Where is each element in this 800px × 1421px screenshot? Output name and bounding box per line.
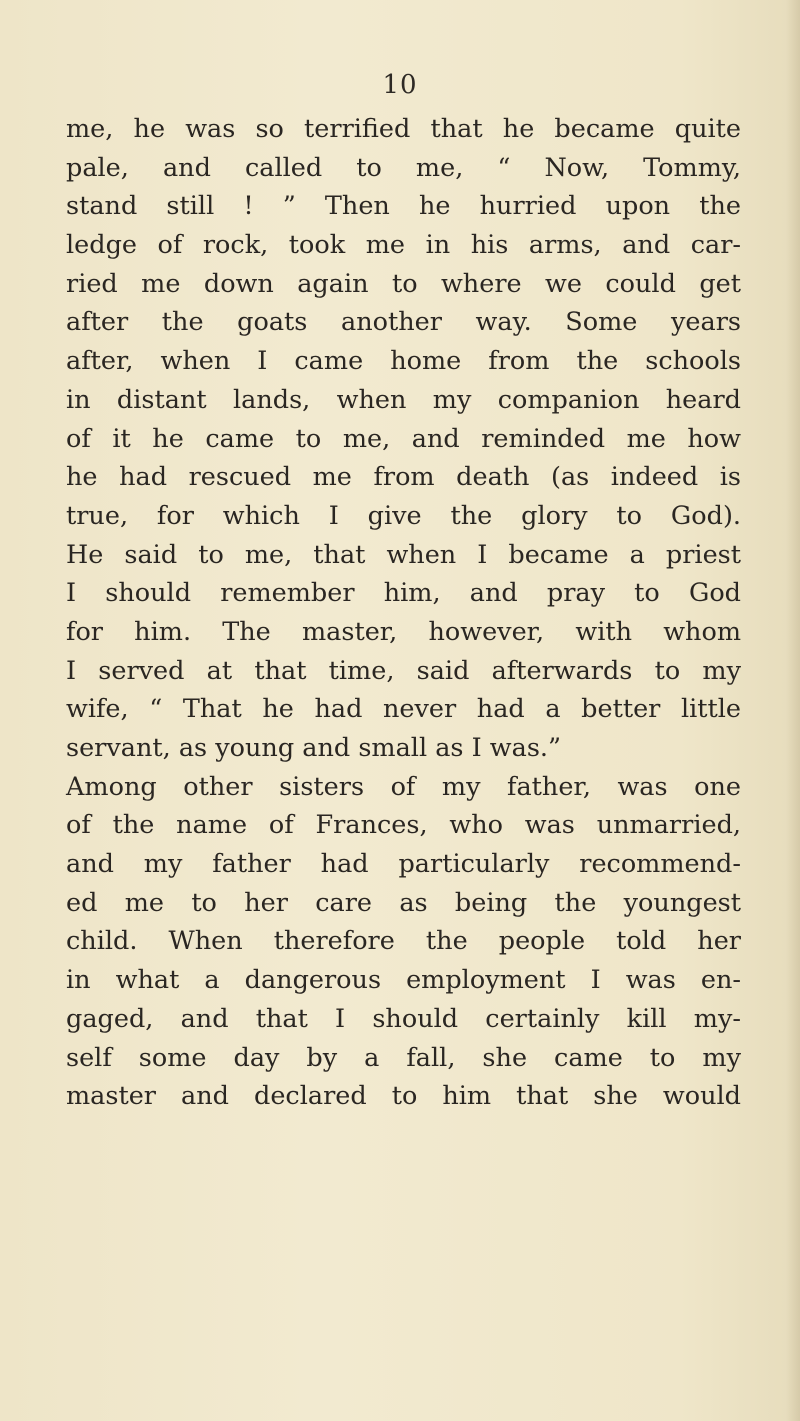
text-line: stand still ! ” Then he hurried upon the <box>66 191 741 222</box>
page-number: 10 <box>382 70 418 100</box>
text-line: he had rescued me from death (as indeed is <box>66 462 741 493</box>
text-line: after, when I came home from the schools <box>66 346 741 377</box>
text-line: and my father had particularly recommend- <box>66 849 741 880</box>
text-line: Among other sisters of my father, was one <box>66 771 741 802</box>
text-line: wife, “ That he had never had a better little <box>66 694 741 725</box>
text-line: in what a dangerous employment I was en- <box>66 965 741 996</box>
text-line: me, he was so terrified that he became quite <box>66 114 741 144</box>
body-text <box>66 110 786 1116</box>
text-line: master and declared to him that she would <box>66 1081 741 1112</box>
text-line: I should remember him, and pray to God <box>66 578 741 609</box>
text-line: He said to me, that when I became a priest <box>66 539 741 570</box>
text-line: of the name of Frances, who was unmarried, <box>66 810 741 841</box>
text-line: in distant lands, when my companion heard <box>66 384 741 415</box>
text-line: ledge of rock, took me in his arms, and car- <box>66 230 741 261</box>
text-line: self some day by a fall, she came to my <box>66 1042 741 1073</box>
text-line: ried me down again to where we could get <box>66 268 741 299</box>
text-line: ed me to her care as being the youngest <box>66 887 741 918</box>
text-line: true, for which I give the glory to God). <box>66 500 741 531</box>
text-line: servant, as young and small as I was.” <box>66 733 562 763</box>
text-line: of it he came to me, and reminded me how <box>66 423 741 454</box>
text-line: gaged, and that I should certainly kill my- <box>66 1003 741 1034</box>
text-line: after the goats another way. Some years <box>66 307 741 338</box>
text-line: I served at that time, said afterwards to my <box>66 655 741 686</box>
text-line: pale, and called to me, “ Now, Tommy, <box>66 152 741 183</box>
text-line: for him. The master, however, with whom <box>66 616 741 647</box>
page-edge-shadow <box>786 0 800 1421</box>
text-line: child. When therefore the people told her <box>66 926 741 957</box>
